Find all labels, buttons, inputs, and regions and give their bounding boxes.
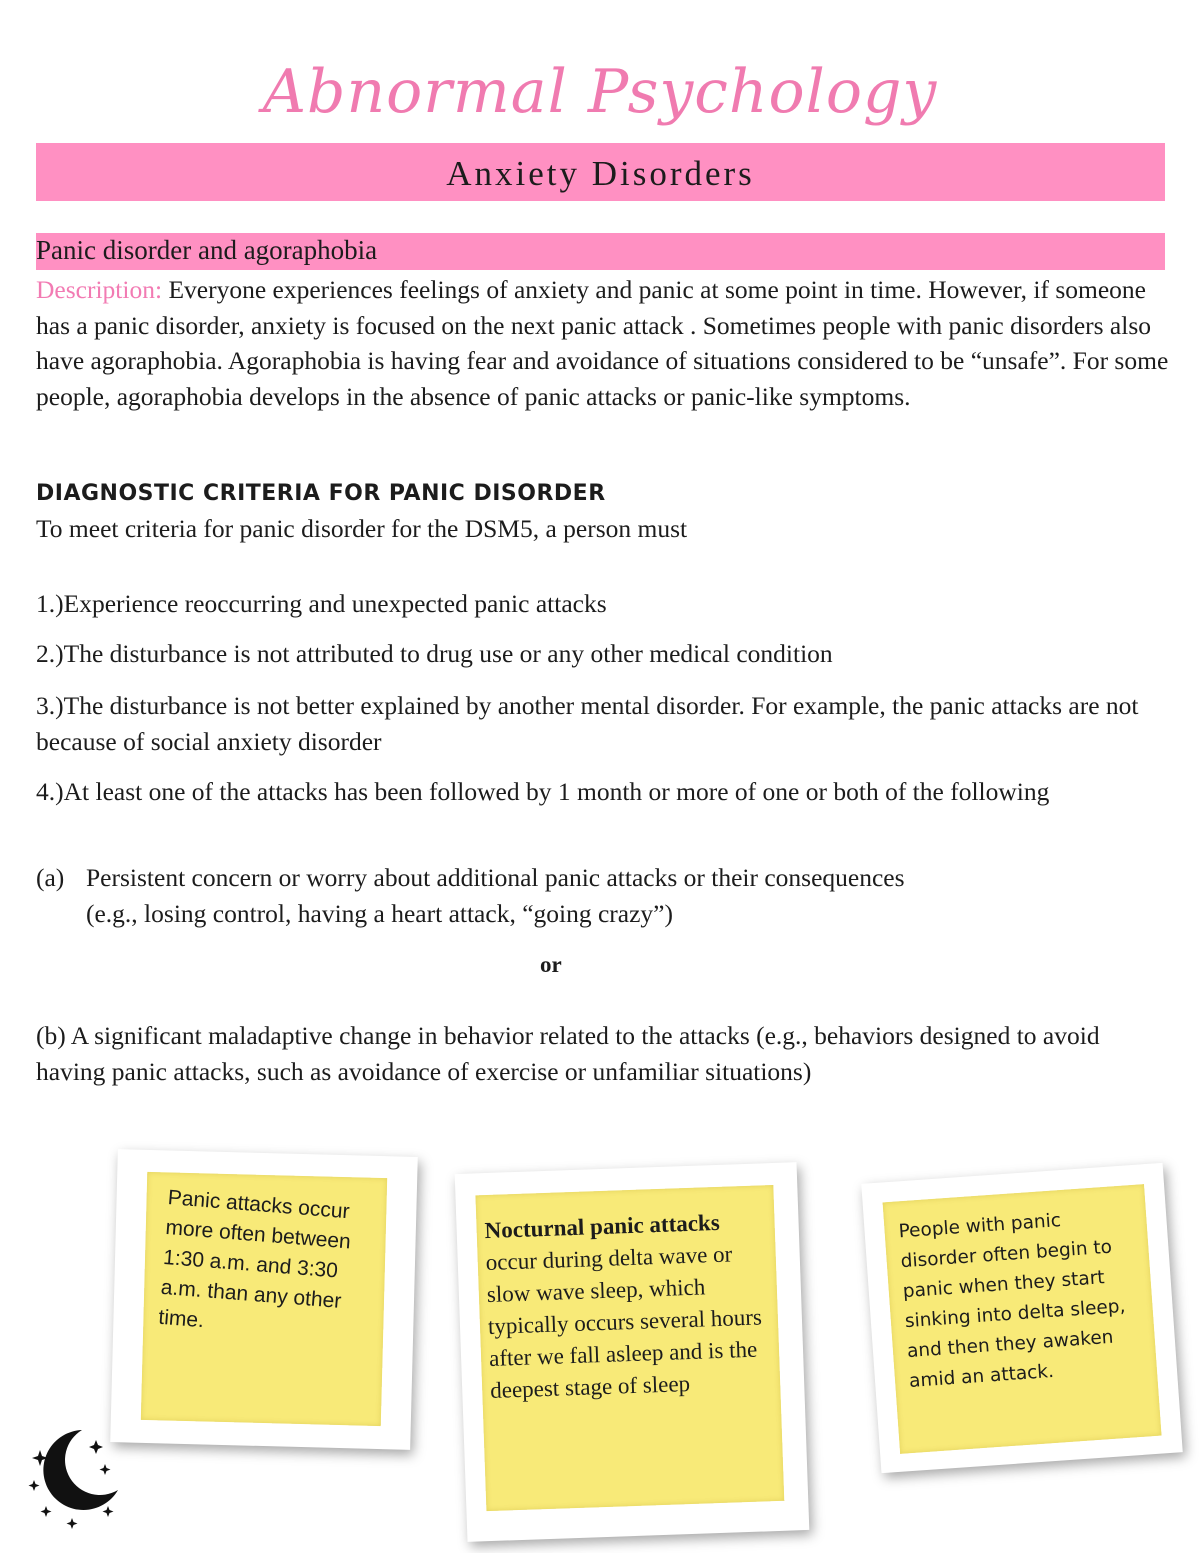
description-paragraph xyxy=(36,272,1176,414)
or-separator: or xyxy=(540,952,562,977)
sub-a-line2: (e.g., losing control, having a heart attack, “going crazy”) xyxy=(86,898,673,928)
section-title: Panic disorder and agoraphobia xyxy=(36,235,378,265)
description-label: Description: xyxy=(36,275,163,304)
criteria-sub-b: (b) A significant maladaptive change in behavior related to the attacks (e.g., behaviors designed to avoid having panic attacks, such as avoidance of exercise or unfamiliar situations) xyxy=(36,1021,1100,1086)
sticky-note-2-bold: Nocturnal panic attacks xyxy=(484,1209,721,1244)
sticky-note-1-paper xyxy=(141,1172,387,1426)
page-title: Abnormal Psychology xyxy=(262,57,938,127)
sticky-note-3-paper xyxy=(883,1184,1162,1454)
criteria-item-1: 1.)Experience reoccurring and unexpected panic attacks xyxy=(36,589,607,618)
crescent-moon-icon xyxy=(20,1420,130,1530)
chapter-band: Anxiety Disorders xyxy=(36,143,1165,201)
criteria-item-2: 2.)The disturbance is not attributed to drug use or any other medical condition xyxy=(36,639,833,668)
sticky-note-3-text: People with panic disorder often begin to panic when they start sinking into delta sleep, and then they awaken amid an attack. xyxy=(897,1210,1127,1393)
sticky-note-2-paper xyxy=(475,1185,784,1511)
sub-a-line1: Persistent concern or worry about additional panic attacks or their consequences xyxy=(86,863,905,892)
sticky-note-1 xyxy=(110,1149,418,1450)
criteria-heading: DIAGNOSTIC CRITERIA FOR PANIC DISORDER xyxy=(36,481,606,506)
criteria-intro: To meet criteria for panic disorder for the DSM5, a person must xyxy=(36,514,688,543)
criteria-sub-a xyxy=(36,860,1166,931)
sticky-note-2-body: occur during delta wave or slow wave sleep, which typically occurs several hours after we fall asleep and is the deepest stage of sleep xyxy=(485,1241,763,1403)
criteria-item-3: 3.)The disturbance is not better explained by another mental disorder. For example, the panic attacks are not because of social anxiety disorder xyxy=(36,691,1139,756)
sticky-note-3 xyxy=(861,1163,1182,1473)
sticky-note-1-text: Panic attacks occur more often between 1:30 a.m. and 3:30 a.m. than any other time. xyxy=(157,1186,352,1333)
sticky-note-2-text xyxy=(484,1205,775,1407)
sticky-note-2 xyxy=(455,1162,810,1542)
description-text: Everyone experiences feelings of anxiety and panic at some point in time. However, if someone has a panic disorder, anxiety is focused on the next panic attack . Sometimes people with panic disorders also have agoraphobia. Agoraphobia is having fear and avoidance of situations considered to be “unsafe”. For some people, agoraphobia develops in the absence of panic attacks or panic-like symptoms. xyxy=(36,275,1169,411)
sub-a-marker: (a) xyxy=(36,863,65,892)
criteria-item-4: 4.)At least one of the attacks has been followed by 1 month or more of one or both of the following xyxy=(36,777,1050,806)
